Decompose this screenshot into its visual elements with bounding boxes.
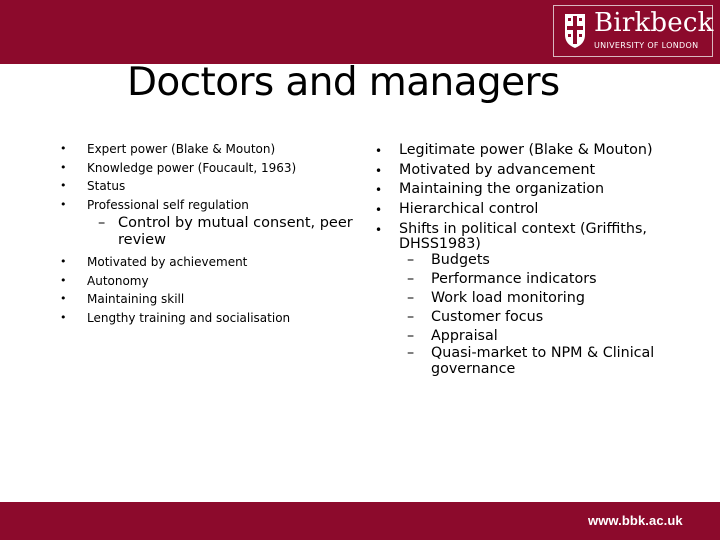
list-item: • Autonomy bbox=[60, 272, 360, 291]
list-item: • Motivated by advancement bbox=[375, 161, 675, 181]
logo-subtitle: UNIVERSITY OF LONDON bbox=[594, 41, 699, 50]
bullet-icon: • bbox=[60, 160, 67, 174]
sub-list-item: – Appraisal bbox=[407, 328, 498, 344]
sub-list-item: – Performance indicators bbox=[407, 271, 597, 287]
right-list bbox=[375, 141, 675, 252]
header-bar bbox=[0, 0, 720, 64]
dash-icon: – bbox=[407, 271, 415, 287]
bullet-icon: • bbox=[375, 163, 383, 178]
list-item: • Knowledge power (Foucault, 1963) bbox=[60, 159, 360, 178]
sub-list-item: – Customer focus bbox=[407, 309, 544, 325]
list-item: • Professional self regulation bbox=[60, 196, 360, 215]
bullet-icon: • bbox=[375, 183, 383, 197]
list-item: • Maintaining skill bbox=[60, 290, 360, 309]
sub-list-item: – Work load monitoring bbox=[407, 290, 585, 306]
bullet-icon: • bbox=[375, 202, 383, 217]
list-item: • Maintaining the organization bbox=[375, 180, 675, 200]
list-item: • Hierarchical control bbox=[375, 200, 675, 220]
bullet-icon: • bbox=[375, 144, 383, 158]
list-item: • Shifts in political context (Griffiths, DHSS1983) bbox=[375, 221, 647, 252]
bullet-icon: • bbox=[60, 179, 67, 193]
list-item: • Lengthy training and socialisation bbox=[60, 309, 360, 328]
bullet-icon: • bbox=[60, 273, 67, 287]
list-item: • Legitimate power (Blake & Mouton) bbox=[375, 141, 675, 161]
list-item: • Expert power (Blake & Mouton) bbox=[60, 140, 360, 159]
dash-icon: – bbox=[407, 345, 415, 361]
sub-list-item: – Budgets bbox=[407, 252, 490, 268]
list-item: • Status bbox=[60, 177, 360, 196]
birkbeck-logo bbox=[553, 5, 713, 57]
dash-icon: – bbox=[407, 309, 415, 325]
logo-name: Birkbeck bbox=[594, 8, 714, 38]
sub-list-item: – Control by mutual consent, peer review bbox=[98, 215, 353, 248]
left-list-a bbox=[60, 140, 360, 215]
bullet-icon: • bbox=[60, 311, 67, 325]
list-item: • Motivated by achievement bbox=[60, 253, 360, 272]
bullet-icon: • bbox=[375, 223, 383, 237]
bullet-icon: • bbox=[60, 292, 67, 306]
bullet-icon: • bbox=[60, 255, 67, 268]
left-subitem bbox=[87, 215, 357, 249]
dash-icon: – bbox=[98, 215, 106, 231]
dash-icon: – bbox=[407, 328, 415, 344]
dash-icon: – bbox=[407, 290, 415, 306]
crest-icon bbox=[564, 13, 586, 49]
bullet-icon: • bbox=[60, 198, 67, 212]
footer-url[interactable]: www.bbk.ac.uk bbox=[588, 513, 683, 528]
left-list-b bbox=[60, 253, 360, 328]
dash-icon: – bbox=[407, 252, 415, 268]
bullet-icon: • bbox=[60, 142, 67, 155]
right-sub-list bbox=[375, 251, 675, 377]
slide-title: Doctors and managers bbox=[127, 60, 560, 105]
sub-list-item: – Quasi-market to NPM & Clinical governance bbox=[407, 345, 655, 377]
